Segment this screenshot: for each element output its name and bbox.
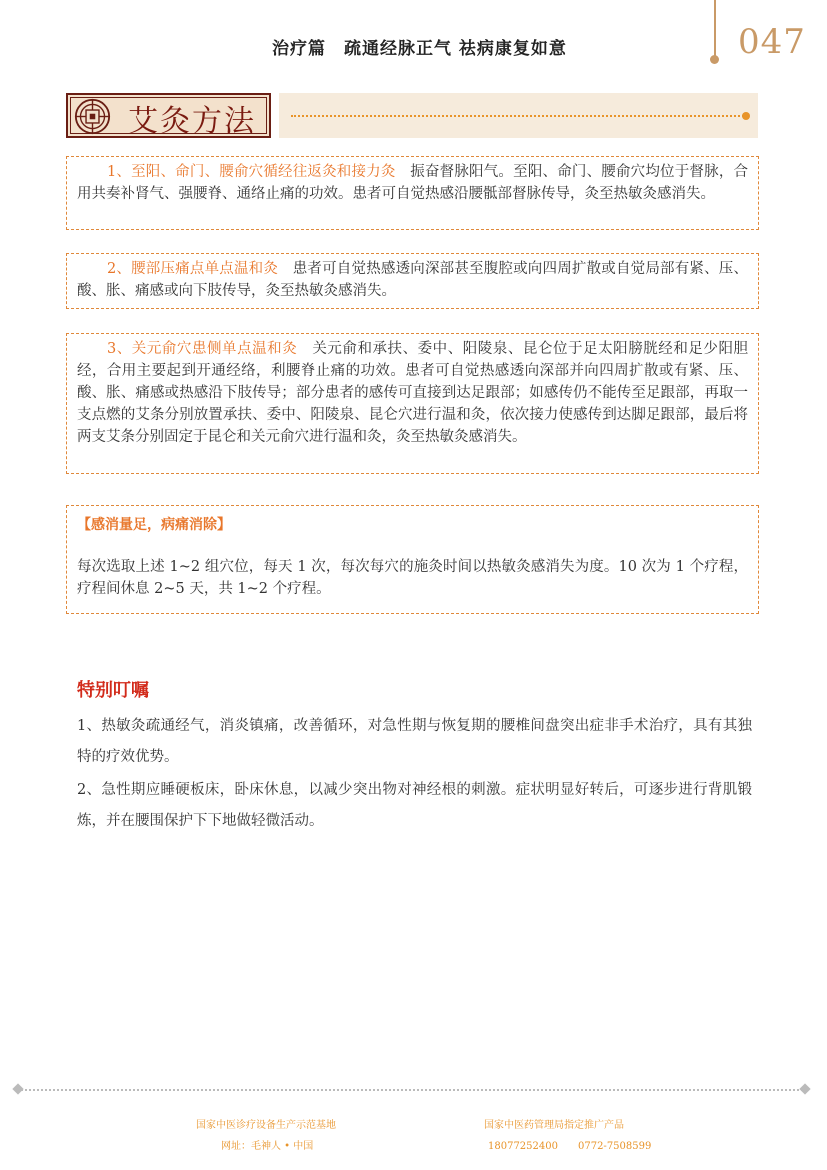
method-body: 振奋督脉阳气。至阳、命门、腰俞穴均位于督脉，合用共奏补肾气、强腰脊、通络止痛的功效。患者可自觉热感沿腰骶部督脉传导，灸至热敏灸感消失。	[77, 164, 749, 202]
lattice-ornament-icon	[74, 98, 111, 135]
tip-heading: 【感消量足，病痛消除】	[77, 517, 231, 533]
header-divider-line	[714, 0, 716, 58]
tip-box	[66, 505, 759, 614]
special-note-item: 2、急性期应睡硬板床，卧床休息，以减少突出物对神经根的刺激。症状明显好转后，可逐步进行背肌锻炼，并在腰围保护下下地做轻微活动。	[77, 782, 752, 829]
footer-dotted-rule	[18, 1089, 807, 1091]
special-note-item: 1、热敏灸疏通经气，消炎镇痛，改善循环，对急性期与恢复期的腰椎间盘突出症非手术治疗，具有其独特的疗效优势。	[77, 718, 752, 765]
footer-diamond-left	[12, 1083, 23, 1094]
method-body: 患者可自觉热感透向深部甚至腹腔或向四周扩散或自觉局部有紧、压、酸、胀、痛感或向下肢传导，灸至热敏灸感消失。	[77, 261, 748, 299]
method-heading: 2、腰部压痛点单点温和灸	[107, 261, 279, 277]
section-title-band	[279, 93, 758, 138]
footer-product-text: 国家中医药管理局指定推广产品	[484, 1120, 624, 1131]
dotted-rule-end-dot	[742, 112, 750, 120]
section-title-frame	[66, 93, 271, 138]
method-box-2	[66, 253, 759, 309]
header-divider-dot	[710, 55, 719, 64]
page-number: 047	[738, 22, 806, 62]
tip-body: 每次选取上述 1~2 组穴位，每天 1 次，每次每穴的施灸时间以热敏灸感消失为度。10 次为 1 个疗程，疗程间休息 2~5 天，共 1~2 个疗程。	[77, 559, 748, 597]
method-box-3	[66, 333, 759, 474]
dotted-rule	[291, 115, 744, 117]
footer-base-text: 国家中医诊疗设备生产示范基地	[196, 1120, 336, 1131]
method-box-1	[66, 156, 759, 230]
special-notes-title: 特别叮嘱	[77, 680, 149, 701]
footer-phone: 18077252400 0772-7508599	[488, 1141, 652, 1152]
section-title: 艾灸方法	[128, 104, 256, 139]
method-body: 关元俞和承扶、委中、阳陵泉、昆仑位于足太阳膀胱经和足少阳胆经，合用主要起到开通经络，利腰脊止痛的功效。患者可自觉热感透向深部并向四周扩散或有紧、压、酸、胀、痛感或热感沿下肢传导；部分患者的感传可直接到达足跟部；如感传仍不能传至足跟部，再取一支点燃的艾条分别放置承扶、委中、阳陵泉、昆仑穴进行温和灸，依次接力使感传到达脚足跟部，最后将两支艾条分别固定于昆仑和关元俞穴进行温和灸，灸至热敏灸感消失。	[77, 341, 749, 445]
footer-diamond-right	[799, 1083, 810, 1094]
method-heading: 1、至阳、命门、腰俞穴循经往返灸和接力灸	[107, 164, 396, 180]
running-header-title: 治疗篇 疏通经脉正气 祛病康复如意	[272, 39, 567, 59]
method-heading: 3、关元俞穴患侧单点温和灸	[107, 341, 298, 357]
footer-website: 网址：毛神人 • 中国	[221, 1141, 314, 1152]
